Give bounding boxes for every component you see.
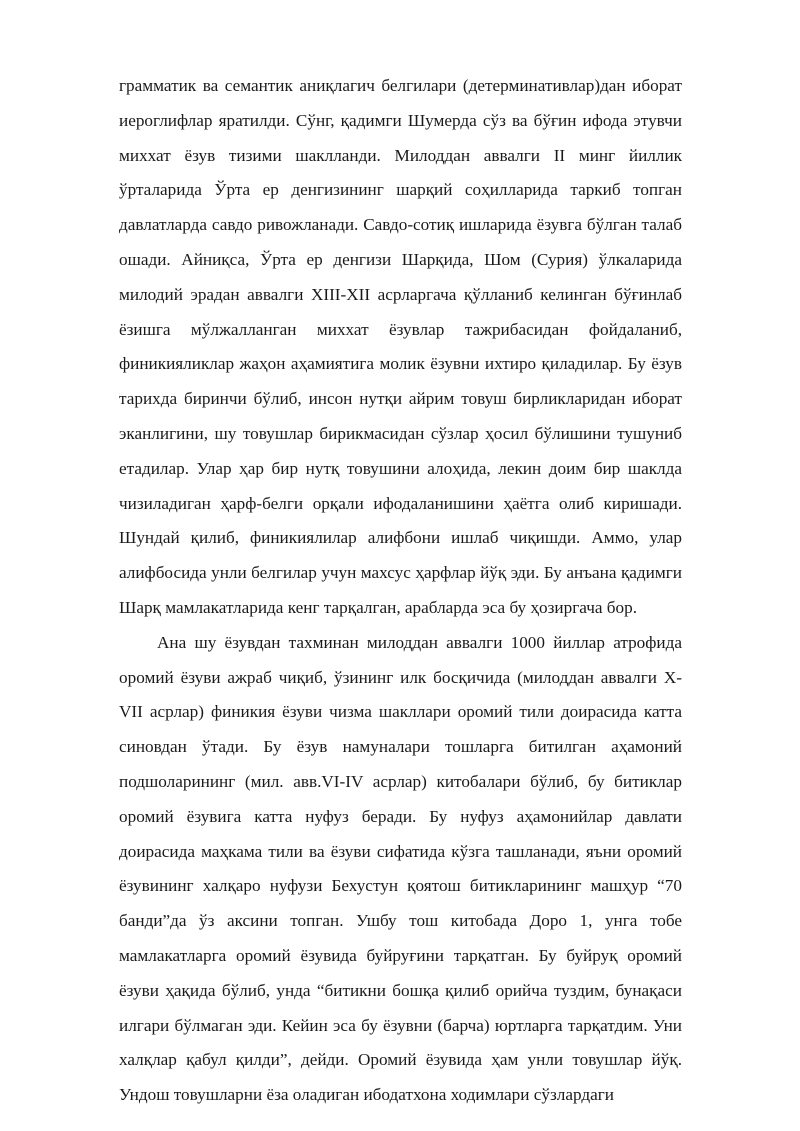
body-text [119, 69, 682, 1113]
paragraph-1: грамматик ва семантик аниқлагич белгилари (детерминативлар)дан иборат иероглифлар яратилди. Сўнг, қадимги Шумерда сўз ва бўғин ифода этувчи миххат ёзув тизими шаклланди. Милоддан аввалги II минг йиллик ўрталарида Ўрта ер денгизининг шарқий соҳилларида таркиб топган давлатларда савдо ривожланади. Савдо-сотиқ ишларида ёзувга бўлган талаб ошади. Айниқса, Ўрта ер денгизи Шарқида, Шом (Сурия) ўлкаларида милодий эрадан аввалги XIII-XII асрларгача қўлланиб келинган бўғинлаб ёзишга мўлжалланган миххат ёзувлар тажрибасидан фойдаланиб, финикияликлар жаҳон аҳамиятига молик ёзувни ихтиро қиладилар. Бу ёзув тарихда биринчи бўлиб, инсон нутқи айрим товуш бирликларидан иборат эканлигини, шу товушлар бирикмасидан сўзлар ҳосил бўлишини тушуниб етадилар. Улар ҳар бир нутқ товушини алоҳида, лекин доим бир шаклда чизиладиган ҳарф-белги орқали ифодаланишини ҳаётга олиб киришади. Шундай қилиб, финикиялилар алифбони ишлаб чиқишди. Аммо, улар алифбосида унли белгилар учун махсус ҳарфлар йўқ эди. Бу анъана қадимги Шарқ мамлакатларида кенг тарқалган, арабларда эса бу ҳозиргача бор. [119, 76, 682, 617]
paragraph-2: Ана шу ёзувдан тахминан милоддан аввалги 1000 йиллар атрофида оромий ёзуви ажраб чиқиб, ўзининг илк босқичида (милоддан аввалги X-VII асрлар) финикия ёзуви чизма шакллари оромий тили доирасида катта синовдан ўтади. Бу ёзув намуналари тошларга битилган аҳамоний подшоларининг (мил. авв.VI-IV асрлар) китобалари бўлиб, бу битиклар оромий ёзувига катта нуфуз беради. Бу нуфуз аҳамонийлар давлати доирасида маҳкама тили ва ёзуви сифатида кўзга ташланади, яъни оромий ёзувининг халқаро нуфузи Бехустун қоятош битикларининг машҳур “70 банди”да ўз аксини топган. Ушбу тош китобада Доро 1, унга тобе мамлакатларга оромий ёзувида буйруғини тарқатган. Бу буйруқ оромий ёзуви ҳақида бўлиб, унда “битикни бошқа қилиб орийча туздим, бунақаси илгари бўлмаган эди. Кейин эса бу ёзувни (барча) юртларга тарқатдим. Уни халқлар қабул қилди”, дейди. Оромий ёзувида ҳам унли товушлар йўқ. Ундош товушларни ёза оладиган ибодатхона ходимлари сўзлардаги [119, 632, 682, 1105]
